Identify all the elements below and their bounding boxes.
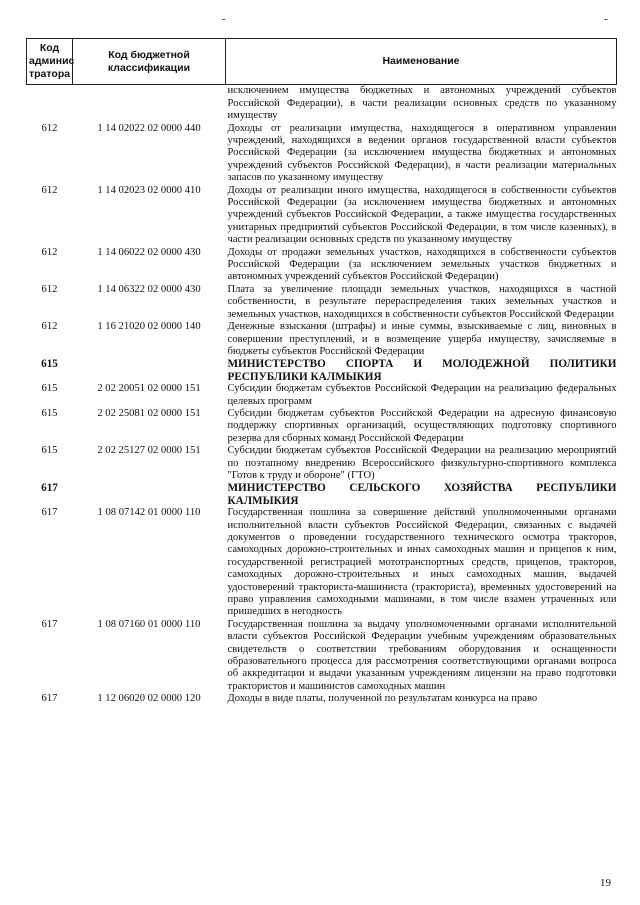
- ministry-row: [27, 482, 617, 507]
- name-cell: МИНИСТЕРСТВО СПОРТА И МОЛОДЕЖНОЙ ПОЛИТИКИ РЕСПУБЛИКИ КАЛМЫКИЯ: [227, 358, 617, 383]
- admin-code-cell: 617: [41, 507, 58, 519]
- name-cell: Государственная пошлина за выдачу уполномоченными органами исполнительной власти субъектов Российской Федерации учебным учреждениям образовательных свидетельств о соответствии требованиям оборудования и оснащенности образовательного процесса для рассмотрения соответствующими органами вопроса об аккредитации и выдачи указанным учреждениям лицензии на право подготовки трактористов и машинистов самоходных машин: [227, 618, 617, 692]
- top-mark-right: -: [604, 13, 608, 25]
- admin-code-cell: 612: [41, 184, 58, 196]
- budget-code-cell: 2 02 25127 02 0000 151: [97, 445, 201, 457]
- budget-code-cell: 2 02 25081 02 0000 151: [97, 407, 201, 419]
- admin-code-cell: 612: [41, 122, 58, 134]
- budget-code-cell: 1 08 07160 01 0000 110: [97, 618, 201, 630]
- budget-code-cell: 1 14 02023 02 0000 410: [97, 184, 201, 196]
- budget-code-cell: 1 12 06020 02 0000 120: [97, 693, 201, 705]
- table-row: [27, 408, 617, 445]
- table-row: [27, 247, 617, 284]
- table-row: [27, 507, 617, 619]
- table-row: [27, 445, 617, 482]
- budget-classification-table: [26, 38, 617, 706]
- name-cell: Доходы в виде платы, полученной по результатам конкурса на право: [227, 693, 538, 705]
- admin-code-cell: 615: [41, 407, 58, 419]
- budget-code-cell: 1 08 07142 01 0000 110: [97, 507, 201, 519]
- table-row: [27, 85, 617, 123]
- budget-code-cell: [73, 482, 226, 507]
- budget-code-cell: 1 16 21020 02 0000 140: [97, 321, 201, 333]
- admin-code-cell: 617: [41, 693, 58, 705]
- budget-code-cell: 2 02 20051 02 0000 151: [97, 383, 201, 395]
- page-number: 19: [600, 877, 611, 889]
- admin-code-cell: 615: [41, 383, 58, 395]
- admin-code-cell: 612: [41, 283, 58, 295]
- name-cell: Субсидии бюджетам субъектов Российской Федерации на адресную финансовую поддержку спортивных организаций, осуществляющих подготовку спортивного резерва для сборных команд Российской Федерации: [227, 407, 617, 444]
- top-mark-left: -: [222, 13, 226, 25]
- name-cell: Доходы от продажи земельных участков, находящихся в собственности субъектов Российской Федерации (за исключением земельных участков бюджетных и автономных учреждений субъектов Российской Федерации): [227, 246, 617, 283]
- name-cell: Доходы от реализации иного имущества, находящегося в собственности субъектов Российской Федерации (за исключением имущества бюджетных и автономных учреждений субъектов Российской Федерации, а также имущества государственных унитарных предприятий субъектов Российской Федерации, в том числе казенных), в части реализации основных средств по указанному имуществу: [227, 184, 617, 246]
- admin-code-cell: [27, 85, 73, 123]
- header-budget-code: Код бюджетной классификации: [73, 39, 226, 85]
- admin-code-cell: 617: [41, 618, 58, 630]
- budget-code-cell: 1 14 06322 02 0000 430: [97, 283, 201, 295]
- header-admin-code: Код админис тратора: [27, 39, 73, 85]
- admin-code-cell: 615: [41, 358, 58, 371]
- name-cell: Плата за увеличение площади земельных участков, находящихся в частной собственности, в результате перераспределения таких земельных участков и земельных участков, находящихся в собственности субъектов Российской Федерации: [227, 283, 617, 320]
- budget-code-cell: 1 14 02022 02 0000 440: [97, 122, 201, 134]
- name-cell: Субсидии бюджетам субъектов Российской Федерации на реализацию федеральных целевых программ: [227, 383, 617, 407]
- name-cell: Государственная пошлина за совершение действий уполномоченными органами исполнительной власти субъектов Российской Федерации, связанных с выдачей документов о проведении государственного технического осмотра тракторов, самоходных дорожно-строительных и иных самоходных машин и прицепов к ним, государственной регистрацией мототранспортных средств, прицепов, тракторов, самоходных дорожно-строительных и иных самоходных машин, выдачей удостоверений тракториста-машиниста (тракториста), временных удостоверений на право управления самоходными машинами, в том числе взамен утраченных или пришедших в негодность: [227, 507, 617, 618]
- table-row: [27, 185, 617, 247]
- ministry-row: [27, 358, 617, 383]
- header-name: Наименование: [226, 39, 617, 85]
- name-cell: Субсидии бюджетам субъектов Российской Федерации на реализацию мероприятий по поэтапному внедрению Всероссийского физкультурно-спортивного комплекса "Готов к труду и обороне" (ГТО): [227, 445, 617, 481]
- budget-code-cell: [73, 85, 226, 123]
- table-row: [27, 383, 617, 408]
- table-row: [27, 123, 617, 185]
- table-row: [27, 619, 617, 693]
- admin-code-cell: 612: [41, 246, 58, 258]
- budget-code-cell: [73, 358, 226, 383]
- table-body: [27, 85, 617, 706]
- table-row: [27, 693, 617, 705]
- admin-code-cell: 612: [41, 321, 58, 333]
- name-cell: исключением имущества бюджетных и автономных учреждений субъектов Российской Федерации), в части реализации основных средств по указанному имуществу: [227, 85, 617, 122]
- table-row: [27, 284, 617, 321]
- name-cell: Доходы от реализации имущества, находящегося в оперативном управлении учреждений, находящихся в ведении органов государственной власти субъектов Российской Федерации (за исключением имущества бюджетных и автономных учреждений субъектов Российской Федерации), в части реализации материальных запасов по указанному имуществу: [227, 122, 617, 184]
- admin-code-cell: 617: [41, 482, 58, 495]
- admin-code-cell: 615: [41, 445, 58, 457]
- name-cell: МИНИСТЕРСТВО СЕЛЬСКОГО ХОЗЯЙСТВА РЕСПУБЛИКИ КАЛМЫКИЯ: [227, 482, 617, 507]
- budget-code-cell: 1 14 06022 02 0000 430: [97, 246, 201, 258]
- table-row: [27, 321, 617, 358]
- table-header: [27, 39, 617, 85]
- name-cell: Денежные взыскания (штрафы) и иные суммы, взыскиваемые с лиц, виновных в совершении преступлений, и в возмещение ущерба имуществу, зачисляемые в бюджеты субъектов Российской Федерации: [227, 321, 617, 357]
